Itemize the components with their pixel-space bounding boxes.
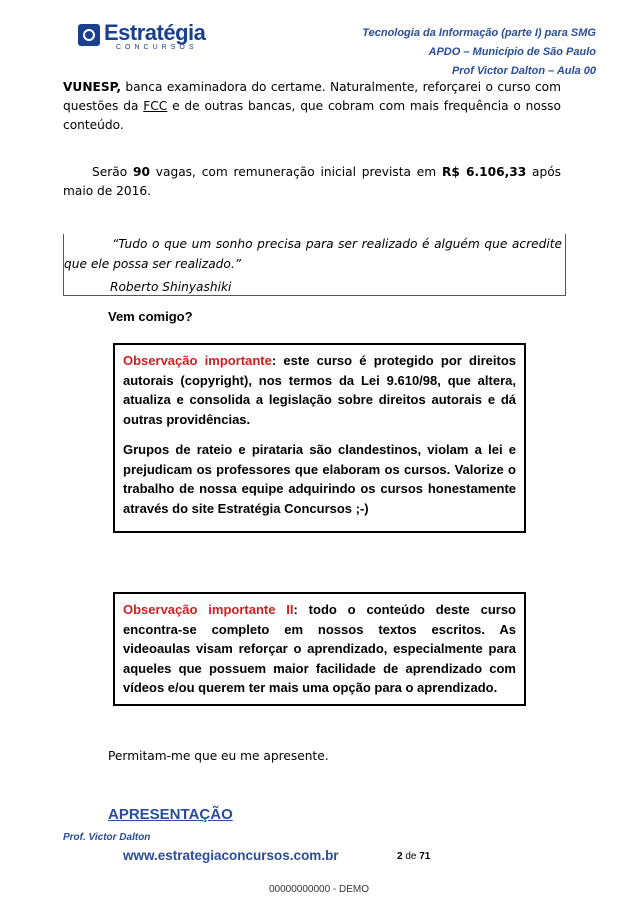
footer-url[interactable]: www.estrategiaconcursos.com.br xyxy=(123,848,339,863)
owl-icon xyxy=(78,24,100,46)
paragraph-text: Serão xyxy=(92,165,133,179)
quote-author: Roberto Shinyashiki xyxy=(110,280,232,294)
page-de: de xyxy=(405,851,417,862)
piracy-notice: Grupos de rateio e pirataria são clandestinos, violam a lei e prejudicam os professores que elaboram os cursos. Valorize o trabalho de nossa equipe adquirindo os cursos honestamente através do site Estratégia Concursos ;-) xyxy=(123,442,516,516)
salary-value: R$ 6.106,33 xyxy=(441,165,527,179)
vem-comigo: Vem comigo? xyxy=(108,309,193,324)
section-title: APRESENTAÇÃO xyxy=(108,806,233,823)
notice-label: Observação importante xyxy=(123,353,272,368)
paragraph-text: e de outras bancas, que cobram com mais frequência o nosso conteúdo. xyxy=(63,99,561,132)
logo-name: Estratégia xyxy=(104,20,206,45)
notice-label-ii: Observação importante II xyxy=(123,602,294,617)
content-notice-box xyxy=(113,592,526,706)
paragraph-text: vagas, com remuneração inicial prevista em xyxy=(149,165,442,179)
copyright-notice xyxy=(123,351,516,429)
header-prof: Prof Victor Dalton – Aula 00 xyxy=(451,65,596,77)
paragraph-text: após maio de 2016. xyxy=(63,165,562,198)
quote-text: “Tudo o que um sonho precisa para ser realizado é alguém que acredite que ele possa ser realizado.” xyxy=(64,237,562,271)
page-number xyxy=(397,851,430,862)
paragraph-vagas xyxy=(63,163,561,201)
page-current: 2 xyxy=(397,851,403,862)
notice-text: : todo o conteúdo deste curso encontra-se completo em nossos textos escritos. As videoaulas visam reforçar o aprendizado, especialmente para aqueles que possuem maior facilidade de aprendizado com vídeos e/ou querem ter mais uma opção para o aprendizado. xyxy=(123,602,516,695)
header-org: APDO – Município de São Paulo xyxy=(428,46,596,58)
banca-name: VUNESP, xyxy=(63,80,121,94)
demo-watermark: 00000000000 - DEMO xyxy=(268,884,370,895)
fcc-link: FCC xyxy=(143,99,168,113)
logo-sub: CONCURSOS xyxy=(116,44,198,51)
content-notice xyxy=(123,600,516,698)
footer-prof: Prof. Victor Dalton xyxy=(63,832,151,843)
quote-box xyxy=(63,234,566,296)
brand-logo xyxy=(78,22,208,50)
page-total: 71 xyxy=(419,851,431,862)
copyright-notice-box xyxy=(113,343,526,533)
paragraph-text: banca examinadora do certame. Naturalmente, reforçarei o curso com questões da xyxy=(63,80,561,113)
permitam-text: Permitam-me que eu me apresente. xyxy=(108,749,329,763)
header-course: Tecnologia da Informação (parte I) para SMG xyxy=(362,27,596,39)
paragraph-banca xyxy=(63,78,561,135)
vagas-count: 90 xyxy=(133,165,150,179)
notice-text: : este curso é protegido por direitos autorais (copyright), nos termos da Lei 9.610/98, que altera, atualiza e consolida a legislação sobre direitos autorais e dá outras providências. xyxy=(123,353,517,427)
